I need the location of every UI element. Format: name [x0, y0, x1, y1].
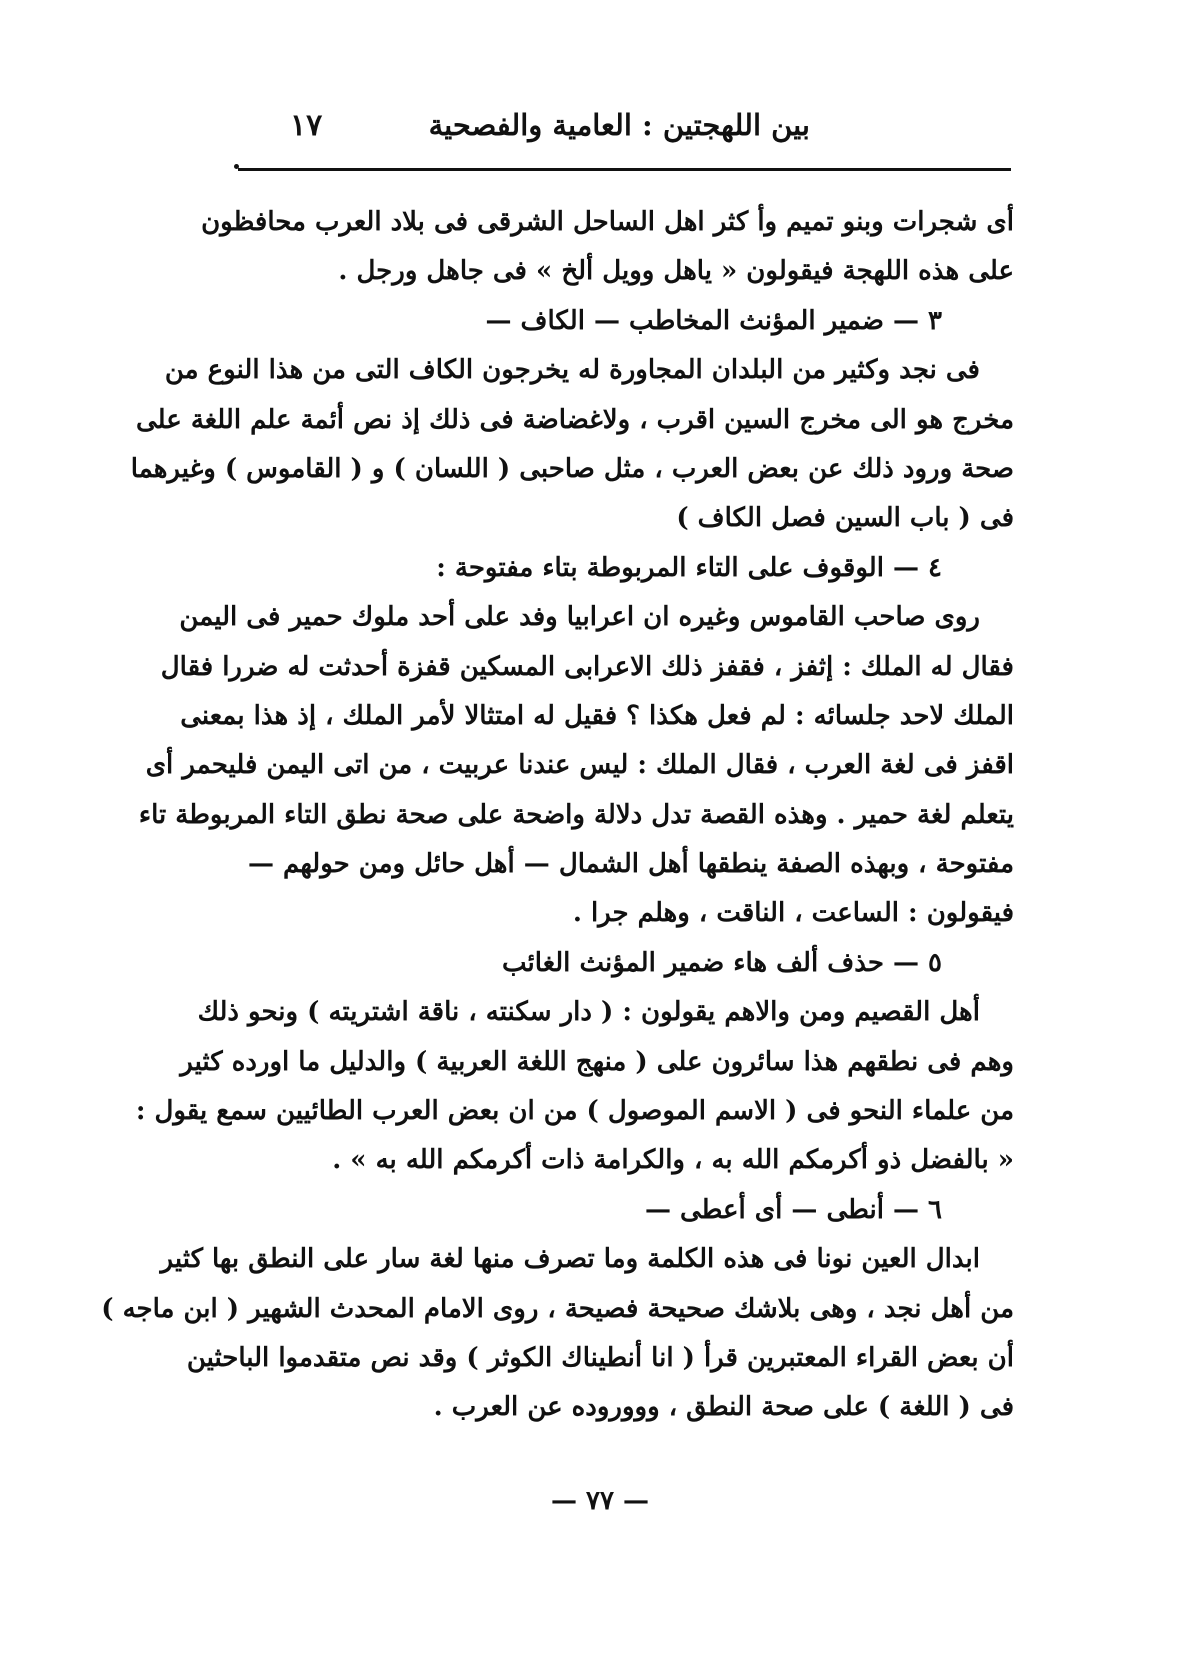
text-line: فى نجد وكثير من البلدان المجاورة له يخرجون الكاف التى من هذا النوع من [164, 355, 980, 386]
text-line: صحة ورود ذلك عن بعض العرب ، مثل صاحبى ( اللسان ) و ( القاموس ) وغيرهما [130, 453, 1014, 484]
section-heading: ٣ — ضمير المؤنث المخاطب — الكاف — [485, 305, 942, 336]
footer-page-number: — ٧٧ — [550, 1486, 650, 1516]
text-line: اقفز فى لغة العرب ، فقال الملك : ليس عندنا عربيت ، من اتى اليمن فليحمر أى [145, 750, 1014, 781]
text-line: « بالفضل ذو أكرمكم الله به ، والكرامة ذات أكرمكم الله به » . [332, 1145, 1014, 1176]
page-header [290, 108, 810, 158]
text-line: فى ( اللغة ) على صحة النطق ، وووروده عن العرب . [433, 1392, 1014, 1423]
text-line: أهل القصيم ومن والاهم يقولون : ( دار سكنته ، ناقة اشتريته ) ونحو ذلك [197, 997, 980, 1028]
header-page-number: ١٧ [290, 108, 323, 143]
text-line: فقال له الملك : إثفز ، فقفز ذلك الاعرابى المسكين قفزة أحدثت له ضررا فقال [160, 651, 1014, 682]
section-heading: ٥ — حذف ألف هاء ضمير المؤنث الغائب [502, 947, 942, 978]
section-heading: ٤ — الوقوف على التاء المربوطة بتاء مفتوحة : [436, 552, 942, 583]
text-line: أى شجرات وبنو تميم وأ كثر اهل الساحل الشرقى فى بلاد العرب محافظون [201, 207, 1014, 237]
text-line: مفتوحة ، وبهذه الصفة ينطقها أهل الشمال — أهل حائل ومن حولهم — [247, 849, 1014, 880]
text-line: ابدال العين نونا فى هذه الكلمة وما تصرف منها لغة سار على النطق بها كثير [160, 1244, 980, 1275]
header-rule [238, 168, 1011, 171]
text-line: فيقولون : الساعت ، الناقت ، وهلم جرا . [572, 898, 1014, 929]
text-line: يتعلم لغة حمير . وهذه القصة تدل دلالة واضحة على صحة نطق التاء المربوطة تاء [138, 799, 1014, 830]
section-heading: ٦ — أنطى — أى أعطى — [644, 1194, 942, 1225]
body-text [101, 198, 1014, 1433]
text-line: الملك لاحد جلسائه : لم فعل هكذا ؟ فقيل له امتثالا لأمر الملك ، إذ هذا بمعنى [180, 700, 1014, 731]
running-title: بين اللهجتين : العامية والفصحية [428, 108, 810, 142]
text-line: من علماء النحو فى ( الاسم الموصول ) من ان بعض العرب الطائيين سمع يقول : [135, 1096, 1014, 1127]
text-line: أن بعض القراء المعتبرين قرأ ( انا أنطيناك الكوثر ) وقد نص متقدموا الباحثين [186, 1342, 1014, 1373]
text-line: على هذه اللهجة فيقولون « ياهل وويل ألخ » فى جاهل ورجل . [338, 256, 1014, 287]
text-line: من أهل نجد ، وهى بلاشك صحيحة فصيحة ، روى الامام المحدث الشهير ( ابن ماجه ) [101, 1293, 1014, 1324]
text-line: وهم فى نطقهم هذا سائرون على ( منهج اللغة العربية ) والدليل ما اورده كثير [180, 1046, 1014, 1077]
text-line: مخرج هو الى مخرج السين اقرب ، ولاغضاضة فى ذلك إذ نص أئمة علم اللغة على [135, 404, 1014, 435]
text-line: فى ( باب السين فصل الكاف ) [676, 503, 1014, 534]
text-line: روى صاحب القاموس وغيره ان اعرابيا وفد على أحد ملوك حمير فى اليمن [179, 602, 980, 633]
